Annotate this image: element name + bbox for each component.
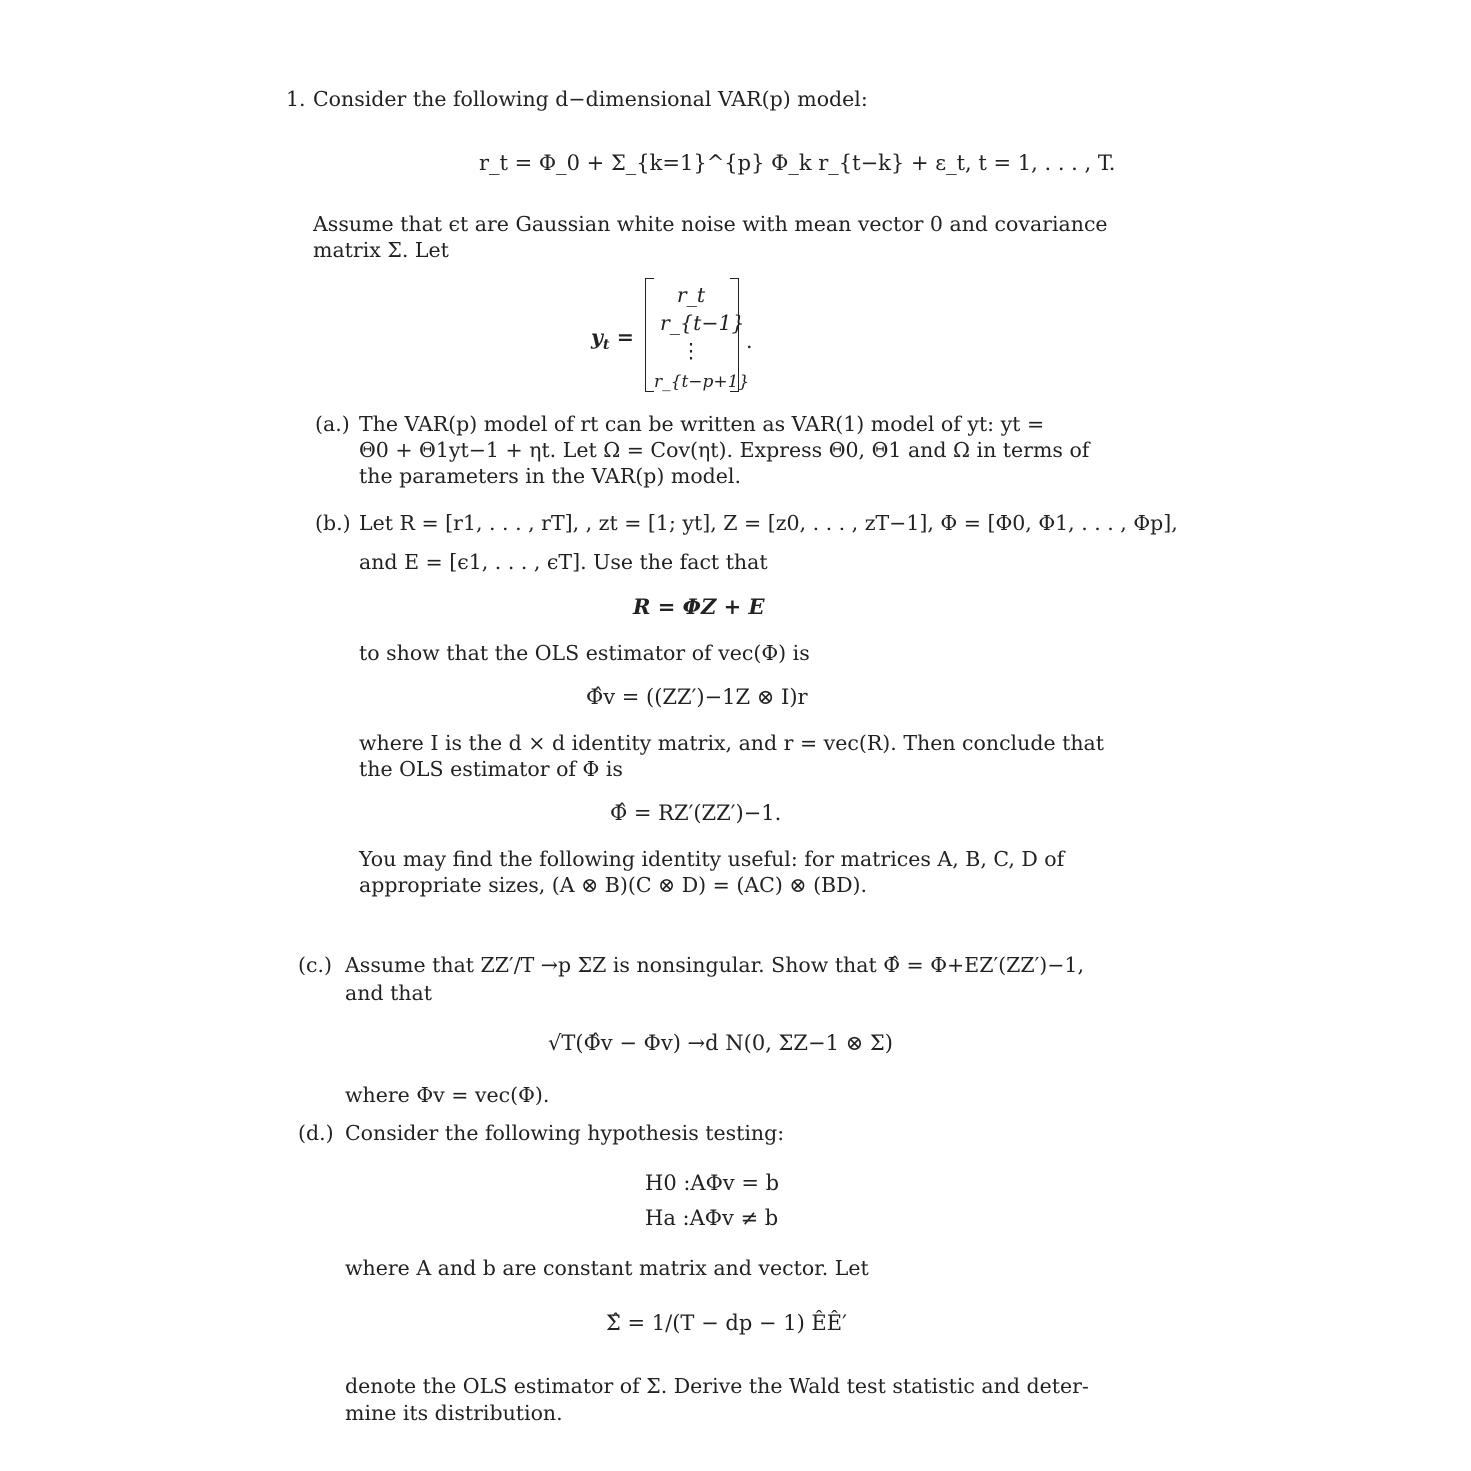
yt-entry-3: ⋮ bbox=[680, 339, 702, 363]
part-d-line-4: mine its distribution. bbox=[345, 1401, 563, 1425]
part-d-h0: H0 :AΦv = b bbox=[645, 1171, 780, 1195]
problem-intro: Consider the following d−dimensional VAR(p) model: bbox=[313, 87, 868, 111]
part-b-label: (b.) bbox=[315, 511, 351, 535]
left-bracket bbox=[645, 278, 654, 392]
part-b-line-6: You may find the following identity useful: for matrices A, B, C, D of bbox=[359, 847, 1065, 871]
part-b-eq-2: Φ̂v = ((ZZ′)−1Z ⊗ I)r bbox=[586, 685, 808, 709]
part-d-ha: Ha :AΦv ≠ b bbox=[645, 1206, 779, 1230]
part-d-line-2: where A and b are constant matrix and vector. Let bbox=[345, 1256, 869, 1280]
yt-period: . bbox=[746, 329, 753, 353]
part-b-eq-1: R = ΦZ + E bbox=[633, 594, 765, 619]
part-d-label: (d.) bbox=[298, 1121, 334, 1145]
yt-entry-1: r_t bbox=[676, 283, 706, 307]
yt-label: $y_t$ = bbox=[591, 325, 634, 354]
problem-number: 1. bbox=[286, 87, 306, 111]
part-d-line-3: denote the OLS estimator of Σ. Derive the Wald test statistic and deter- bbox=[345, 1374, 1089, 1398]
part-d-sigma-eq: Σ̂ = 1/(T − dp − 1) ÊÊ′ bbox=[606, 1311, 847, 1335]
assume-line-1: Assume that ϵt are Gaussian white noise with mean vector 0 and covariance bbox=[313, 212, 1108, 236]
part-c-eq: √T(Φ̂v − Φv) →d N(0, ΣZ−1 ⊗ Σ) bbox=[548, 1031, 893, 1055]
part-c-label: (c.) bbox=[298, 953, 332, 977]
part-b-line-7: appropriate sizes, (A ⊗ B)(C ⊗ D) = (AC) ⊗ (BD). bbox=[359, 873, 868, 897]
part-a-label: (a.) bbox=[315, 412, 350, 436]
var-model-equation: r_t = Φ_0 + Σ_{k=1}^{p} Φ_k r_{t−k} + ε_t, t = 1, . . . , T. bbox=[479, 151, 1116, 175]
part-a-line-3: the parameters in the VAR(p) model. bbox=[359, 464, 741, 488]
part-a-line-1: The VAR(p) model of rt can be written as VAR(1) model of yt: yt = bbox=[359, 412, 1045, 436]
part-c-line-1: Assume that ZZ′/T →p ΣZ is nonsingular. Show that Φ̂ = Φ+EZ′(ZZ′)−1, bbox=[345, 953, 1084, 977]
assume-line-2: matrix Σ. Let bbox=[313, 238, 449, 262]
part-b-line-4: where I is the d × d identity matrix, and r = vec(R). Then conclude that bbox=[359, 731, 1104, 755]
part-b-line-5: the OLS estimator of Φ is bbox=[359, 757, 623, 781]
yt-entry-4: r_{t−p+1} bbox=[654, 372, 750, 392]
part-b-eq-3: Φ̂ = RZ′(ZZ′)−1. bbox=[610, 801, 782, 825]
part-b-line-2: and E = [ϵ1, . . . , ϵT]. Use the fact that bbox=[359, 550, 768, 574]
part-d-line-1: Consider the following hypothesis testing: bbox=[345, 1121, 785, 1145]
part-b-line-1: Let R = [r1, . . . , rT], , zt = [1; yt], Z = [z0, . . . , zT−1], Φ = [Φ0, Φ1, . . . , Φp], bbox=[359, 511, 1178, 535]
part-a-line-2: Θ0 + Θ1yt−1 + ηt. Let Ω = Cov(ηt). Express Θ0, Θ1 and Ω in terms of bbox=[359, 438, 1090, 462]
part-b-line-3: to show that the OLS estimator of vec(Φ) is bbox=[359, 641, 810, 665]
yt-entry-2: r_{t−1} bbox=[660, 311, 745, 335]
part-c-line-3: where Φv = vec(Φ). bbox=[345, 1083, 550, 1107]
part-c-line-2: and that bbox=[345, 981, 432, 1005]
